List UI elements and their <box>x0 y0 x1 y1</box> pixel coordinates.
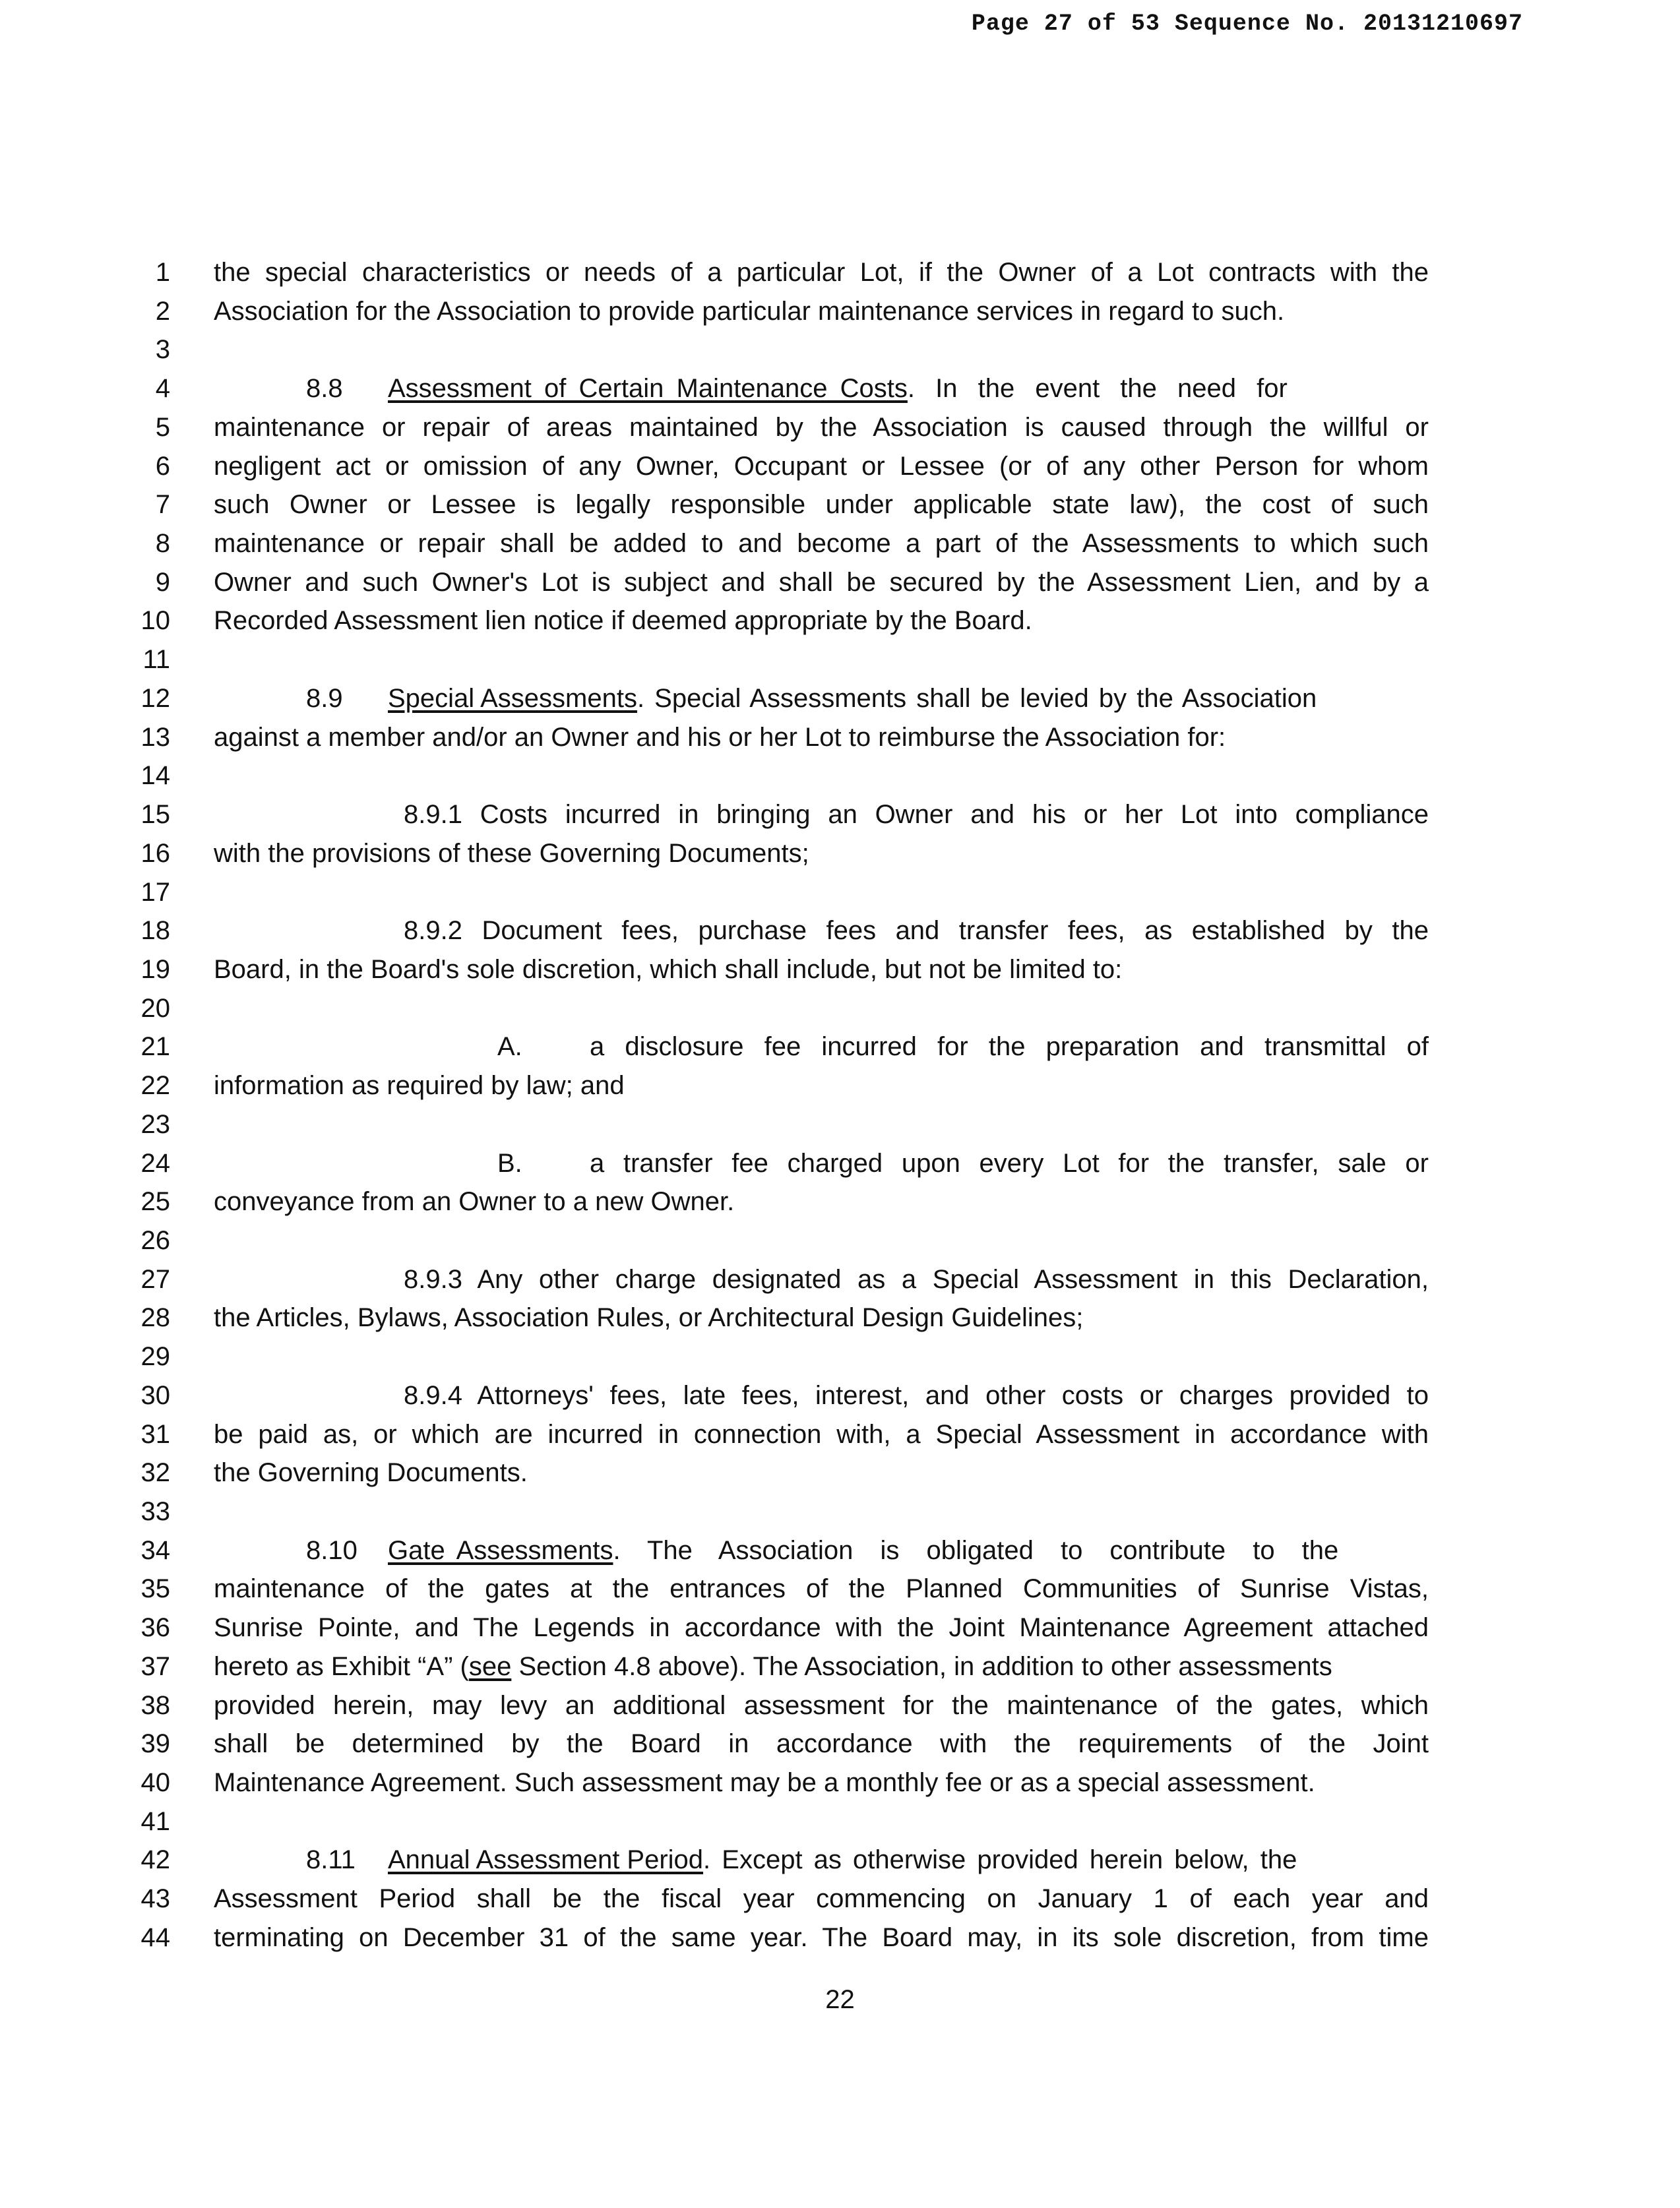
line-text: Sunrise Pointe, and The Legends in accordance with the Joint Maintenance Agreement attached <box>214 1613 1429 1643</box>
text-line <box>132 640 1451 679</box>
line-number: 31 <box>140 1419 170 1449</box>
line-number: 9 <box>155 567 170 597</box>
line-text: be paid as, or which are incurred in connection with, a Special Assessment in accordance with <box>214 1419 1429 1449</box>
text-line <box>132 1027 1451 1066</box>
section-heading-line <box>306 369 1429 408</box>
page-header: Page 27 of 53 Sequence No. 20131210697 <box>971 11 1523 37</box>
text-line <box>132 369 1451 408</box>
section-heading-line <box>306 679 1429 718</box>
line-number: 4 <box>155 374 170 404</box>
line-number: 11 <box>142 645 170 675</box>
line-number: 30 <box>140 1380 170 1410</box>
line-number: 8 <box>155 529 170 559</box>
text-line <box>132 989 1451 1028</box>
line-number: 41 <box>140 1806 170 1836</box>
text-line <box>132 1260 1451 1299</box>
line-number: 33 <box>140 1497 170 1526</box>
text-line <box>132 1802 1451 1841</box>
section-title: Assessment of Certain Maintenance Costs <box>388 374 908 404</box>
text-line <box>132 718 1451 757</box>
section-heading-line <box>306 1531 1429 1570</box>
text-line <box>132 1066 1451 1105</box>
text-line <box>132 1337 1451 1376</box>
line-number: 1 <box>155 258 170 287</box>
line-number: 44 <box>140 1922 170 1952</box>
section-title: Annual Assessment Period <box>388 1845 704 1875</box>
text-line <box>132 834 1451 873</box>
see-reference: see <box>468 1651 512 1681</box>
line-text: 8.9.2 Document fees, purchase fees and transfer fees, as established by the <box>404 916 1429 946</box>
line-number: 23 <box>140 1109 170 1139</box>
line-text: a disclosure fee incurred for the preparation and transmittal of <box>590 1032 1429 1062</box>
line-text: Recorded Assessment lien notice if deemed appropriate by the Board. <box>214 606 1032 636</box>
line-text: with the provisions of these Governing Documents; <box>214 838 809 868</box>
text-line <box>132 873 1451 912</box>
text-line <box>132 1299 1451 1337</box>
list-item-line <box>497 1144 1429 1183</box>
line-number: 22 <box>140 1071 170 1101</box>
line-text: maintenance or repair of areas maintained by the Association is caused through the willful or <box>214 412 1429 442</box>
line-text: . Except as otherwise provided herein below, the <box>703 1845 1297 1875</box>
text-line <box>132 330 1451 369</box>
line-text: Owner and such Owner's Lot is subject and shall be secured by the Assessment Lien, and by a <box>214 567 1429 597</box>
line-number: 19 <box>140 954 170 984</box>
text-line <box>132 1686 1451 1725</box>
text-line <box>132 1531 1451 1570</box>
text-line <box>132 292 1451 331</box>
text-line <box>132 563 1451 602</box>
text-line <box>132 1376 1451 1415</box>
line-text: . The Association is obligated to contribute to the <box>613 1535 1339 1565</box>
line-number: 37 <box>140 1651 170 1681</box>
text-line <box>132 1609 1451 1647</box>
line-number: 27 <box>140 1264 170 1294</box>
text-line <box>132 1725 1451 1763</box>
text-line <box>132 524 1451 563</box>
text-line <box>132 601 1451 640</box>
line-number: 32 <box>140 1458 170 1488</box>
text-line <box>132 447 1451 486</box>
section-title: Special Assessments <box>388 683 637 713</box>
line-number: 25 <box>140 1187 170 1217</box>
line-number: 6 <box>155 451 170 481</box>
line-number: 10 <box>140 606 170 636</box>
line-text: conveyance from an Owner to a new Owner. <box>214 1187 735 1217</box>
list-item-line <box>497 1027 1429 1066</box>
list-marker: A. <box>497 1032 522 1062</box>
text-line <box>132 1492 1451 1531</box>
text-line <box>132 1763 1451 1802</box>
text-line <box>132 679 1451 718</box>
line-number: 13 <box>140 722 170 752</box>
line-text: the Governing Documents. <box>214 1458 528 1488</box>
line-text: . Special Assessments shall be levied by the Association <box>637 683 1317 713</box>
line-number: 14 <box>140 761 170 791</box>
text-line <box>132 1221 1451 1260</box>
line-text: such Owner or Lessee is legally responsible under applicable state law), the cost of such <box>214 490 1429 520</box>
line-text: information as required by law; and <box>214 1071 625 1101</box>
line-number: 42 <box>140 1845 170 1875</box>
text-line <box>132 1144 1451 1183</box>
line-text: the special characteristics or needs of a particular Lot, if the Owner of a Lot contracts with the <box>214 258 1429 287</box>
line-text: Maintenance Agreement. Such assessment may be a monthly fee or as a special assessment. <box>214 1768 1315 1798</box>
line-number: 39 <box>140 1729 170 1759</box>
section-number: 8.9 <box>306 683 343 713</box>
list-marker: B. <box>497 1148 522 1178</box>
text-line <box>132 1454 1451 1492</box>
line-number: 15 <box>140 800 170 830</box>
text-line <box>132 485 1451 524</box>
line-number: 7 <box>155 490 170 520</box>
section-title: Gate Assessments <box>388 1535 613 1565</box>
section-number: 8.10 <box>306 1535 358 1565</box>
line-text: 8.9.1 Costs incurred in bringing an Owner and his or her Lot into compliance <box>404 800 1429 830</box>
line-text: maintenance of the gates at the entrances of the Planned Communities of Sunrise Vistas, <box>214 1574 1429 1604</box>
text-line <box>132 911 1451 950</box>
text-line <box>132 1415 1451 1454</box>
line-number: 38 <box>140 1690 170 1720</box>
page-number: 22 <box>825 1985 855 2014</box>
line-number: 36 <box>140 1613 170 1643</box>
line-number: 18 <box>140 916 170 946</box>
text-line <box>132 1918 1451 1957</box>
text-line <box>132 253 1451 292</box>
section-number: 8.11 <box>306 1845 356 1875</box>
text-line <box>132 1182 1451 1221</box>
line-text: a transfer fee charged upon every Lot for the transfer, sale or <box>590 1148 1429 1178</box>
line-number: 29 <box>140 1342 170 1372</box>
line-number: 35 <box>140 1574 170 1604</box>
line-number: 5 <box>155 412 170 442</box>
line-number: 28 <box>140 1303 170 1333</box>
text-line <box>132 795 1451 834</box>
line-text: Assessment Period shall be the fiscal year commencing on January 1 of each year and <box>214 1884 1429 1914</box>
document-body <box>132 253 1451 1957</box>
line-number: 20 <box>140 993 170 1023</box>
line-number: 12 <box>140 683 170 713</box>
line-number: 16 <box>140 838 170 868</box>
text-line <box>132 1880 1451 1918</box>
line-text: terminating on December 31 of the same year. The Board may, in its sole discretion, from time <box>214 1922 1429 1952</box>
line-text: provided herein, may levy an additional assessment for the maintenance of the gates, which <box>214 1690 1429 1720</box>
line-number: 43 <box>140 1884 170 1914</box>
line-text: maintenance or repair shall be added to and become a part of the Assessments to which such <box>214 529 1429 559</box>
line-text: 8.9.4 Attorneys' fees, late fees, interest, and other costs or charges provided to <box>404 1380 1429 1410</box>
text-line <box>132 950 1451 989</box>
line-text: against a member and/or an Owner and his or her Lot to reimburse the Association for: <box>214 722 1226 752</box>
line-number: 40 <box>140 1768 170 1798</box>
line-text: Association for the Association to provide particular maintenance services in regard to such. <box>214 296 1285 326</box>
line-number: 26 <box>140 1225 170 1255</box>
line-number: 34 <box>140 1535 170 1565</box>
section-number: 8.8 <box>306 374 343 404</box>
text-line <box>132 1841 1451 1880</box>
line-text: the Articles, Bylaws, Association Rules, or Architectural Design Guidelines; <box>214 1303 1084 1333</box>
line-number: 24 <box>140 1148 170 1178</box>
line-text-part: hereto as Exhibit “A” ( <box>214 1651 469 1681</box>
line-text: Board, in the Board's sole discretion, which shall include, but not be limited to: <box>214 954 1123 984</box>
text-line <box>132 1647 1451 1686</box>
line-number: 17 <box>140 877 170 907</box>
line-text: 8.9.3 Any other charge designated as a Special Assessment in this Declaration, <box>404 1264 1429 1294</box>
line-text-part: Section 4.8 above). The Association, in addition to other assessments <box>511 1651 1332 1681</box>
line-number: 2 <box>155 296 170 326</box>
line-number: 3 <box>155 335 170 365</box>
line-number: 21 <box>140 1032 170 1062</box>
line-text <box>214 1647 1429 1686</box>
text-line <box>132 1105 1451 1144</box>
text-line <box>132 756 1451 795</box>
text-line <box>132 408 1451 447</box>
section-heading-line <box>306 1841 1429 1880</box>
line-text: shall be determined by the Board in accordance with the requirements of the Joint <box>214 1729 1429 1759</box>
line-text: . In the event the need for <box>907 374 1288 404</box>
text-line <box>132 1570 1451 1609</box>
line-text: negligent act or omission of any Owner, Occupant or Lessee (or of any other Person for whom <box>214 451 1429 481</box>
